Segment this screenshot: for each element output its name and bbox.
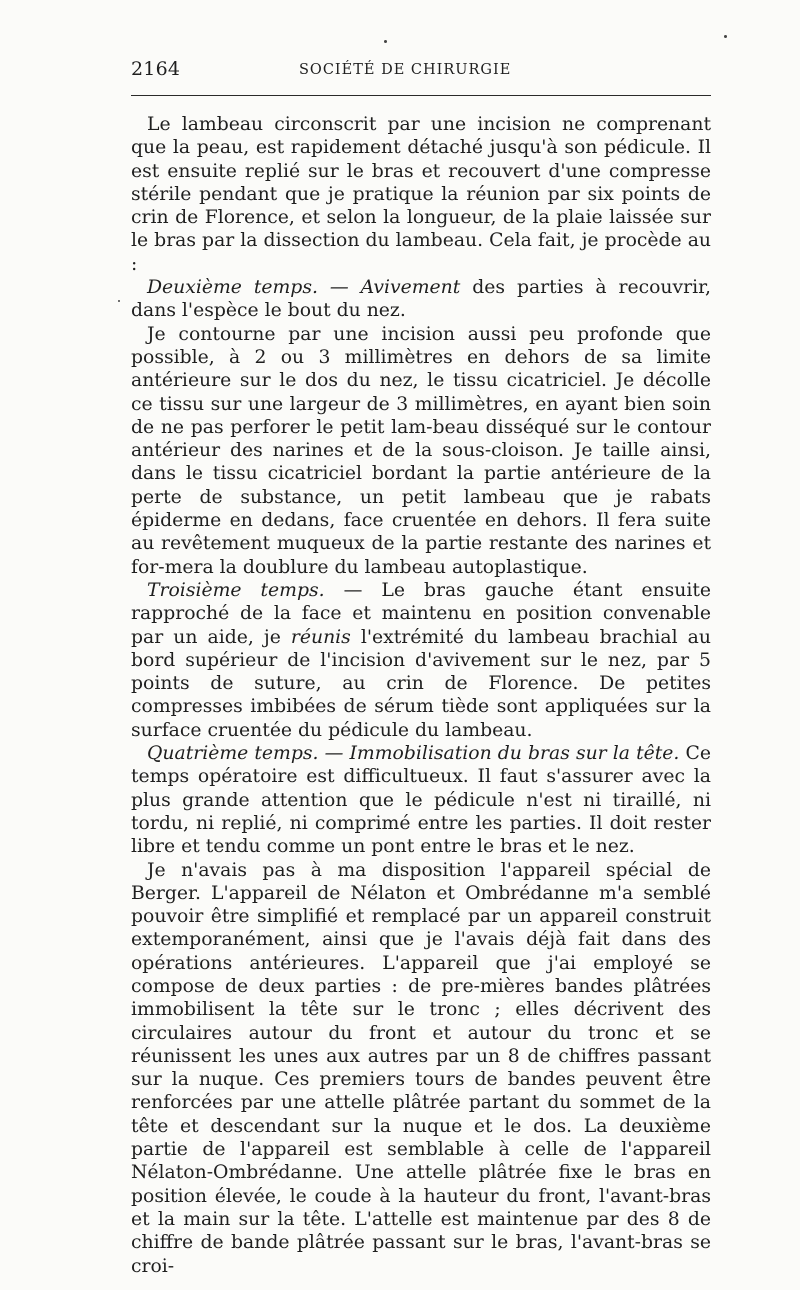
paragraph-troisieme-temps bbox=[131, 579, 711, 742]
paragraph-appareil bbox=[131, 859, 711, 1278]
section-heading-quatrieme-temps: Quatrième temps. — Immobilisation du bras sur la tête. bbox=[147, 743, 680, 765]
running-head: SOCIÉTÉ DE CHIRURGIE bbox=[299, 62, 512, 78]
section-heading-troisieme-temps: Troisième temps. bbox=[147, 579, 325, 601]
paragraph-contourne-incision bbox=[131, 323, 711, 579]
section-heading-deuxieme-temps: Deuxième temps. — bbox=[147, 277, 361, 299]
page-header bbox=[131, 58, 711, 88]
print-speck-top bbox=[384, 40, 387, 43]
paragraph-text: — Le bras gauche étant ensuite rapproché de la face et maintenu en position convenable par un aide, je bbox=[131, 579, 711, 648]
paragraph-text: l'extrémité du lambeau brachial au bord supérieur de l'incision d'avivement sur le nez, par 5 points de suture, au crin de Florence. De petites compresses imbibées de sérum tiède sont appliquées sur la surface cruentée du pédicule du lambeau. bbox=[131, 626, 711, 741]
paragraph-quatrieme-temps bbox=[131, 742, 711, 858]
page-number: 2164 bbox=[131, 58, 181, 80]
body-text bbox=[131, 113, 711, 1278]
paragraph-text: Je contourne par une incision aussi peu profonde que possible, à 2 ou 3 millimètres en dehors de sa limite antérieure sur le dos du nez, le tissu cicatriciel. Je décolle ce tissu sur une largeur de 3 millimètres, en ayant bien soin de ne pas perforer le petit lam-beau disséqué sur le contour antérieur des narines et de la sous-cloison. Je taille ainsi, dans le tissu cicatriciel bordant la partie antérieure de la perte de substance, un petit lambeau que je rabats épiderme en dedans, face cruentée en dehors. Il fera suite au revêtement muqueux de la partie restante des narines et for-mera la doublure du lambeau autoplastique. bbox=[131, 323, 711, 578]
print-speck-right bbox=[724, 35, 727, 38]
paragraph-lambeau-circonscrit bbox=[131, 113, 711, 276]
paragraph-deuxieme-temps bbox=[131, 276, 711, 323]
paragraph-text: Je n'avais pas à ma disposition l'appareil spécial de Berger. L'appareil de Nélaton et Ombrédanne m'a semblé pouvoir être simplifié et remplacé par un appareil construit extemporanément, ainsi que je l'avais déjà fait dans des opérations antérieures. L'appareil que j'ai employé se compose de deux parties : de pre-mières bandes plâtrées immobilisent la tête sur le tronc ; elles décrivent des circulaires autour du front et autour du tronc et se réunissent les unes aux autres par un 8 de chiffres passant sur la nuque. Ces premiers tours de bandes peuvent être renforcées par une attelle plâtrée partant du sommet de la tête et descendant sur la nuque et le dos. La deuxième partie de l'appareil est semblable à celle de l'appareil Nélaton-Ombrédanne. Une attelle plâtrée fixe le bras en position élevée, le coude à la hauteur du front, l'avant-bras et la main sur la tête. L'attelle est maintenue par des 8 de chiffre de bande plâtrée passant sur le bras, l'avant-bras se croi- bbox=[131, 859, 711, 1277]
emphasis-avivement: Avivement bbox=[360, 277, 461, 299]
paragraph-text: des parties à recouvrir, dans l'espèce le bout du nez. bbox=[131, 277, 712, 322]
paragraph-text: Ce temps opératoire est difficultueux. Il faut s'assurer avec la plus grande attention que le pédicule n'est ni tiraillé, ni tordu, ni replié, ni comprimé entre les parties. Il doit rester libre et tendu comme un pont entre le bras et le nez. bbox=[131, 743, 711, 858]
header-rule bbox=[131, 95, 711, 96]
paragraph-text: Le lambeau circonscrit par une incision ne comprenant que la peau, est rapidement détaché jusqu'à son pédicule. Il est ensuite replié sur le bras et recouvert d'une compresse stérile pendant que je pratique la réunion par six points de crin de Florence, et selon la longueur, de la plaie laissée sur le bras par la dissection du lambeau. Cela fait, je procède au : bbox=[131, 114, 711, 275]
emphasis-reunis: réunis bbox=[290, 626, 351, 648]
print-speck-left bbox=[118, 300, 120, 302]
